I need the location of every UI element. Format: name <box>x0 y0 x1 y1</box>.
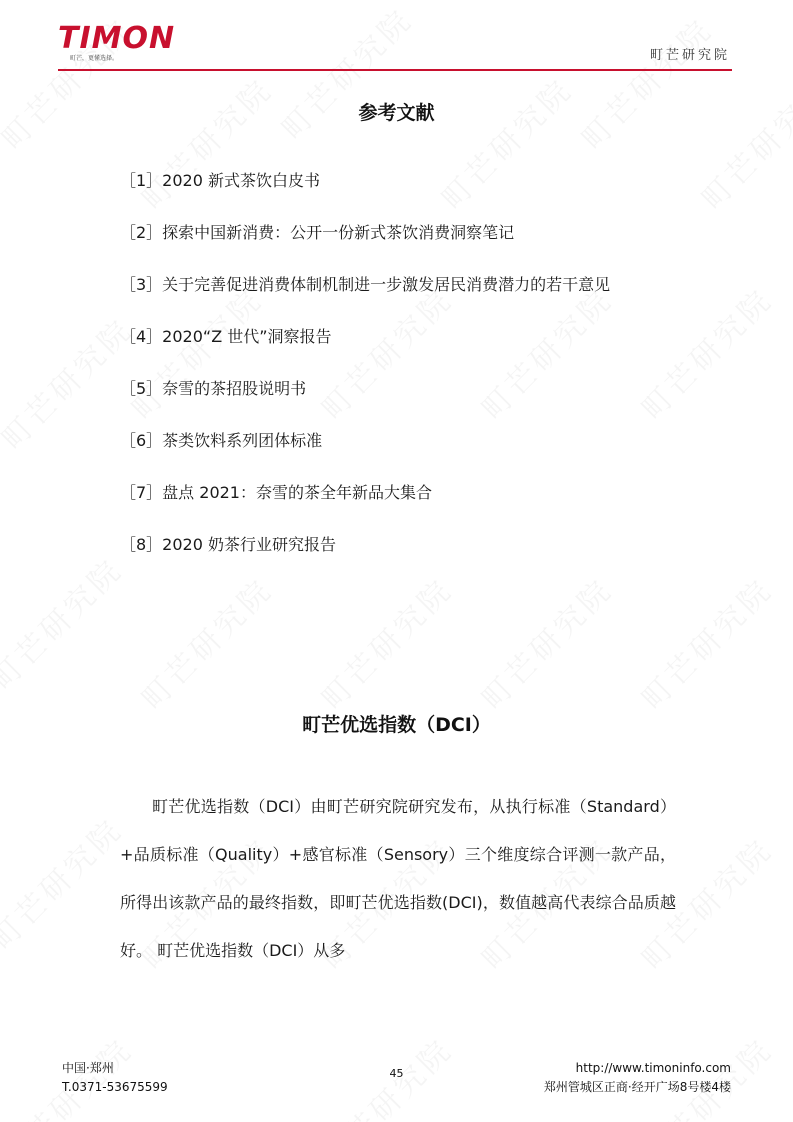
logo-tagline: 町芒，更懂选择。 <box>70 55 119 62</box>
reference-item-1: ［1］2020 新式茶饮白皮书 <box>120 171 320 190</box>
page-header <box>58 22 730 70</box>
watermark-text <box>469 566 620 717</box>
dci-title: 町芒优选指数（DCI） <box>302 714 491 736</box>
reference-item-5: ［5］奈雪的茶招股说明书 <box>120 379 307 398</box>
footer-address-block <box>544 1059 731 1097</box>
reference-item-7: ［7］盘点 2021：奈雪的茶全年新品大集合 <box>120 483 432 502</box>
footer-address: 郑州管城区正商·经开广场8号楼4楼 <box>543 1080 731 1094</box>
reference-item-6: ［6］茶类饮料系列团体标准 <box>120 431 323 450</box>
page-number: 45 <box>389 1067 404 1080</box>
logo-wordmark: TIMON <box>58 21 176 56</box>
watermark-text <box>0 806 131 957</box>
watermark-text <box>0 546 131 697</box>
footer-website: http://www.timoninfo.com <box>575 1061 731 1075</box>
reference-item-4: ［4］2020“Z 世代”洞察报告 <box>120 327 332 346</box>
timon-logo <box>58 21 176 62</box>
footer-phone: T.0371-53675599 <box>62 1080 168 1094</box>
reference-item-3: ［3］关于完善促进消费体制机制进一步激发居民消费潜力的若干意见 <box>120 275 611 294</box>
reference-item-2: ［2］探索中国新消费：公开一份新式茶饮消费洞察笔记 <box>120 223 515 242</box>
footer-location: 中国·郑州 <box>62 1061 114 1075</box>
reference-list <box>120 170 680 586</box>
reference-item-8: ［8］2020 奶茶行业研究报告 <box>120 535 336 554</box>
watermark-text <box>309 566 460 717</box>
header-brand: 町芒研究院 <box>649 48 730 63</box>
watermark-text <box>689 66 793 217</box>
references-title: 参考文献 <box>358 102 435 124</box>
watermark-text <box>129 566 280 717</box>
header-divider <box>58 69 732 71</box>
dci-paragraph: 町芒优选指数（DCI）由町芒研究院研究发布，从执行标准（Standard）+品质标准（Quality）+感官标准（Sensory）三个维度综合评测一款产品，所得出该款产品的最终指数，即町芒优选指数(DCI)，数值越高代表综合品质越好。 町芒优选指数（DCI）从多 <box>120 797 676 960</box>
watermark-text <box>629 566 780 717</box>
